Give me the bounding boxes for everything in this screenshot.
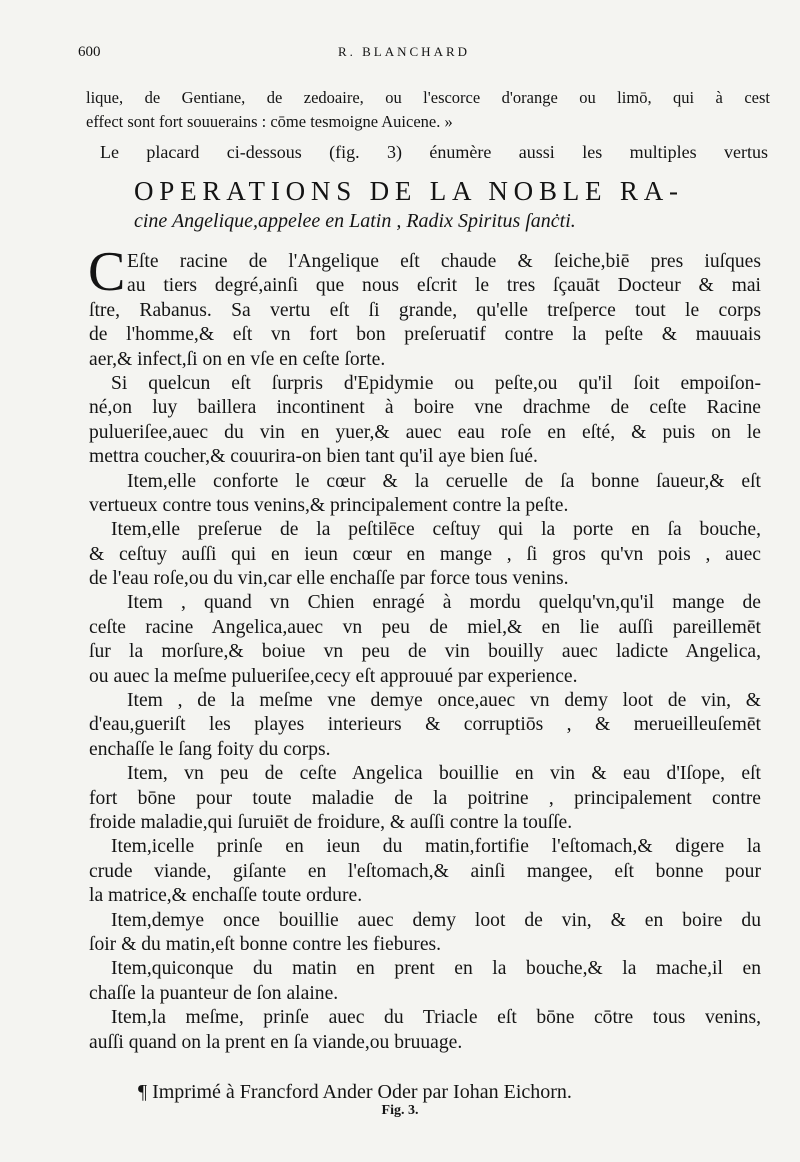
placard-line: pulueriſee,auec du vin en yuer,& auec eau roſe en eſté, & puis on le <box>89 421 761 443</box>
placard-title-caps: OPERATIONS DE LA NOBLE RA- <box>134 176 684 206</box>
placard-subtitle: cine Angelique,appelee en Latin , Radix Spiritus ſanċti. <box>134 210 576 232</box>
placard-line: Item, vn peu de ceſte Angelica bouillie en vin & eau d'Iſope, eſt <box>127 763 761 785</box>
placard-line: ſtre, Rabanus. Sa vertu eſt ſi grande, qu'elle treſperce tout le corps <box>89 299 761 321</box>
placard-line: Item,demye once bouillie auec demy loot de vin, & en boire du <box>111 909 761 931</box>
placard-line: mettra coucher,& couurira-on bien tant qu'il aye bien ſué. <box>89 446 538 468</box>
intro-line-2-block <box>86 110 770 133</box>
placard-line: au tiers degré,ainſi que nous eſcrit le tres ſçauāt Docteur & mai <box>127 275 761 297</box>
placard-line: fort bōne pour toute maladie de la poitrine , principalement contre <box>89 787 761 809</box>
placard-line: né,on luy baillera incontinent à boire vne drachme de ceſte Racine <box>89 397 761 419</box>
placard-line: ceſte racine Angelica,auec vn peu de miel,& en lie auſſi pareillemēt <box>89 616 761 638</box>
placard-line: & ceſtuy auſſi qui en ieun cœur en mange , ſi gros qu'vn pois , auec <box>89 543 761 565</box>
placard-line: froide maladie,qui ſuruiēt de froidure, & auſſi contre la touſſe. <box>89 811 573 833</box>
placard-line: Item , quand vn Chien enragé à mordu quelqu'vn,qu'il mange de <box>127 592 761 614</box>
running-head: R. BLANCHARD <box>337 44 471 59</box>
placard-line: d'eau,gueriſt les playes interieurs & corruptiōs , & merueilleuſemēt <box>89 714 761 736</box>
placard-line: ſur la morſure,& boiue vn peu de vin bouilly auec ladicte Angelica, <box>89 641 761 663</box>
placard-line: Item,elle preſerue de la peſtilēce ceſtuy qui la porte en ſa bouche, <box>111 519 761 541</box>
page-header <box>78 44 770 64</box>
placard-line: la matrice,& enchaſſe toute ordure. <box>89 885 363 907</box>
drop-cap: C <box>88 241 126 303</box>
intro-line-1-block <box>86 86 770 109</box>
intro-line-3: Le placard ci-dessous (fig. 3) énumère aussi les multiples vertus <box>100 142 768 162</box>
placard-line: crude viande, giſante en l'eſtomach,& ainſi mangee, eſt bonne pour <box>89 860 761 882</box>
intro-line-2: effect sont fort souuerains : cōme tesmoigne Auicene. » <box>86 112 453 131</box>
placard-title <box>134 176 770 234</box>
placard-line: Item,quiconque du matin en prent en la bouche,& la mache,il en <box>111 958 761 980</box>
placard-line: ſoir & du matin,eſt bonne contre les fiebures. <box>89 933 442 955</box>
figure-caption: Fig. 3. <box>381 1103 419 1118</box>
placard-line: auſſi quand on la prent en ſa viande,ou bruuage. <box>89 1031 463 1053</box>
placard-line: Item , de la meſme vne demye once,auec vn demy loot de vin, & <box>127 690 761 712</box>
placard-line: Eſte racine de l'Angelique eſt chaude & ſeiche,biē pres iuſques <box>127 251 761 272</box>
intro-line-1: lique, de Gentiane, de zedoaire, ou l'escorce d'orange ou limō, qui à cest <box>86 88 770 107</box>
placard-line: Si quelcun eſt ſurpris d'Epidymie ou peſte,ou qu'il ſoit empoiſon- <box>111 372 761 394</box>
placard-line: vertueux contre tous venins,& principalement contre la peſte. <box>89 494 569 516</box>
intro-line-3-block <box>100 141 768 164</box>
placard-line: de l'homme,& eſt vn fort bon preſeruatif contre la peſte & mauuais <box>89 324 761 346</box>
placard-line: Item,icelle prinſe en ieun du matin,fortifie l'eſtomach,& digere la <box>111 836 761 858</box>
placard-line: ou auec la meſme pulueriſee,cecy eſt approuué par experience. <box>89 665 578 687</box>
placard-line: Item,la meſme, prinſe auec du Triacle eſt bōne cōtre tous venins, <box>111 1007 761 1029</box>
placard-line: aer,& infect,ſi on en vſe en ceſte ſorte. <box>89 348 386 370</box>
placard-body <box>89 250 761 1055</box>
printer-imprint: ¶ Imprimé à Francford Ander Oder par Iohan Eichorn. <box>138 1081 572 1103</box>
placard-line: Item,elle conforte le cœur & la ceruelle de ſa bonne ſaueur,& eſt <box>127 470 761 492</box>
placard-line: chaſſe la puanteur de ſon alaine. <box>89 982 339 1004</box>
placard-line: de l'eau roſe,ou du vin,car elle enchaſſe par force tous venins. <box>89 568 569 590</box>
page-number: 600 <box>78 44 101 60</box>
placard-line: enchaſſe le ſang foity du corps. <box>89 738 331 760</box>
